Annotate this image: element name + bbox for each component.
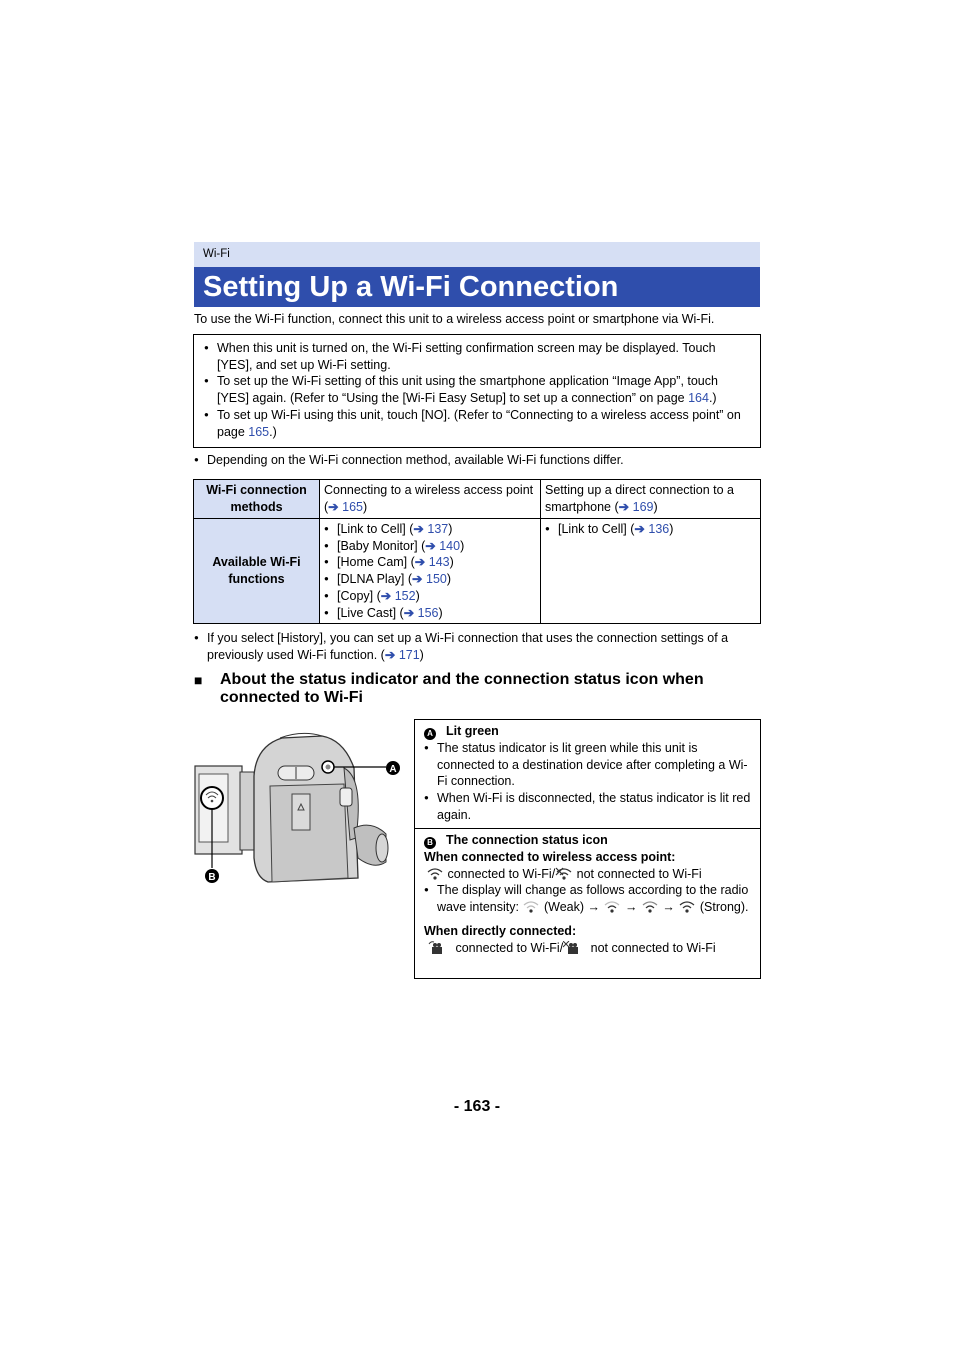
page-link[interactable]: 137 bbox=[427, 522, 449, 536]
wifi-good-icon bbox=[641, 900, 659, 914]
callout-b-badge: B bbox=[424, 837, 436, 849]
camera-illustration bbox=[194, 728, 404, 888]
table-cell bbox=[320, 519, 541, 624]
ap-connected-text: connected to Wi-Fi/ bbox=[447, 866, 556, 881]
page-link[interactable]: 140 bbox=[439, 538, 461, 553]
wifi-medium-icon bbox=[603, 900, 621, 914]
page-title: Setting Up a Wi-Fi Connection bbox=[203, 271, 619, 303]
ap-not-connected-text: not connected to Wi-Fi bbox=[576, 866, 702, 881]
status-a-title: Lit green bbox=[446, 724, 499, 738]
arrow-icon: ➔ bbox=[634, 522, 645, 536]
subheading-text: About the status indicator and the connection status icon when connected to Wi-Fi bbox=[220, 671, 704, 706]
page-link[interactable]: 136 bbox=[648, 522, 670, 536]
function-item: ● [Baby Monitor] (➔ 140) bbox=[324, 538, 536, 555]
section-label: Wi-Fi bbox=[203, 248, 230, 260]
table-row bbox=[194, 519, 761, 624]
status-b-title: The connection status icon bbox=[446, 833, 608, 847]
note-item: ● To set up Wi-Fi using this unit, touch [NO]. (Refer to “Connecting to a wireless access point” on page 165.) bbox=[195, 407, 743, 440]
square-bullet-icon: ■ bbox=[194, 672, 203, 688]
direct-heading: When directly connected: bbox=[424, 923, 577, 938]
arrow-icon: ➔ bbox=[380, 588, 392, 603]
ap-heading: When connected to wireless access point: bbox=[424, 850, 676, 864]
wifi-connected-icon bbox=[426, 867, 444, 881]
page-link[interactable]: 171 bbox=[398, 647, 420, 662]
function-item: ● [Link to Cell] (➔ 137) bbox=[324, 521, 536, 538]
history-note: ● If you select [History], you can set up a Wi-Fi connection that uses the connection settings of a previously used Wi-Fi function. (➔ 171) bbox=[194, 630, 760, 663]
page-link[interactable]: 143 bbox=[428, 555, 450, 570]
arrow-icon: ➔ bbox=[413, 522, 424, 536]
arrow-icon: ➔ bbox=[328, 499, 339, 514]
direct-not-connected-icon bbox=[563, 941, 581, 955]
camcorder-image bbox=[194, 728, 404, 888]
title-bar bbox=[194, 267, 760, 307]
note-item: ● When this unit is turned on, the Wi-Fi setting confirmation screen may be displayed. Touch [YES], and set up Wi-Fi setting. bbox=[195, 340, 743, 373]
intensity-item: ● The display will change as follows according to the radio wave intensity: (Weak) → → → (Strong). bbox=[424, 882, 754, 915]
intro-text: To use the Wi-Fi function, connect this unit to a wireless access point or smartphone via Wi-Fi. bbox=[194, 312, 715, 326]
table-header-cell: Wi-Fi connection methods bbox=[194, 480, 320, 519]
table-cell: Setting up a direct connection to a smartphone (➔ 169) bbox=[541, 480, 761, 519]
arrow-icon: ➔ bbox=[425, 538, 436, 553]
table-cell: Connecting to a wireless access point (➔ 165) bbox=[320, 480, 541, 519]
page-link[interactable]: 156 bbox=[417, 605, 439, 620]
arrow-icon: ➔ bbox=[403, 605, 415, 620]
arrow-icon: ➔ bbox=[414, 555, 426, 570]
direct-connected-text: connected to Wi-Fi/ bbox=[455, 940, 564, 955]
function-list bbox=[545, 521, 756, 538]
table-row bbox=[194, 480, 761, 519]
status-a-list bbox=[424, 740, 754, 824]
status-a-item: ● When Wi-Fi is disconnected, the status indicator is lit red again. bbox=[424, 790, 754, 823]
divider bbox=[415, 828, 760, 829]
direct-connected-icon bbox=[428, 941, 446, 955]
wifi-not-connected-icon bbox=[555, 867, 573, 881]
function-item: ● [Link to Cell] (➔ 136) bbox=[545, 521, 756, 538]
note-item: ● To set up the Wi-Fi setting of this unit using the smartphone application “Image App”, touch [YES] again. (Refer to “Using the [Wi-Fi Easy Setup] to set up a connection” on page 164.) bbox=[195, 373, 743, 406]
wifi-functions-table bbox=[193, 479, 761, 624]
direct-not-connected-text: not connected to Wi-Fi bbox=[590, 940, 716, 955]
wifi-strong-icon bbox=[678, 900, 696, 914]
function-item: ● [Home Cam] (➔ 143) bbox=[324, 554, 536, 571]
status-a-item: ● The status indicator is lit green while this unit is connected to a destination device after completing a Wi-Fi connection. bbox=[424, 740, 754, 790]
table-cell bbox=[541, 519, 761, 624]
page-link[interactable]: 152 bbox=[394, 588, 416, 603]
arrow-icon: ➔ bbox=[412, 572, 423, 587]
arrow-icon: ➔ bbox=[384, 647, 396, 662]
note-box bbox=[193, 334, 761, 448]
function-list bbox=[324, 521, 536, 621]
wifi-weak-icon bbox=[522, 900, 540, 914]
table-header-cell: Available Wi-Fi functions bbox=[194, 519, 320, 624]
arrow-icon: ➔ bbox=[618, 499, 630, 514]
status-b-section bbox=[424, 832, 754, 956]
page-link[interactable]: 165 bbox=[248, 424, 270, 439]
callout-a-label: A bbox=[389, 764, 397, 775]
page-link[interactable]: 150 bbox=[426, 572, 447, 587]
callout-a-badge: A bbox=[424, 728, 436, 740]
status-a-section bbox=[424, 723, 754, 824]
function-item: ● [Copy] (➔ 152) bbox=[324, 588, 536, 605]
page-number: - 163 - bbox=[453, 1098, 501, 1115]
callout-b-label: B bbox=[208, 872, 216, 883]
page-link[interactable]: 165 bbox=[342, 499, 363, 514]
pre-table-note: ● Depending on the Wi-Fi connection method, available Wi-Fi functions differ. bbox=[194, 452, 760, 469]
section-bar bbox=[194, 242, 760, 267]
function-item: ● [DLNA Play] (➔ 150) bbox=[324, 571, 536, 588]
status-box bbox=[414, 719, 761, 979]
page-link[interactable]: 164 bbox=[688, 391, 709, 406]
page-link[interactable]: 169 bbox=[632, 499, 654, 514]
function-item: ● [Live Cast] (➔ 156) bbox=[324, 605, 536, 622]
